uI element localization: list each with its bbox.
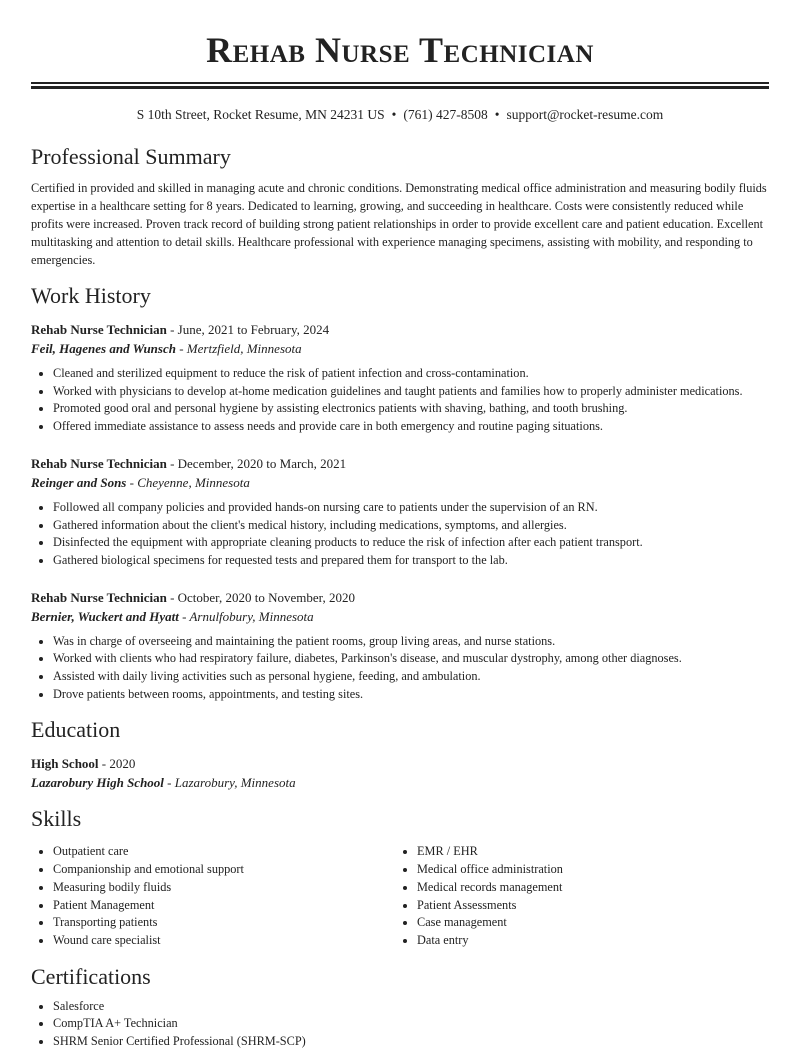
header-divider-thick	[31, 86, 769, 89]
list-item: • Gathered biological specimens for requested tests and prepared them for transport to the lab.	[53, 552, 769, 570]
job-title-line	[31, 454, 769, 473]
education-school-line	[31, 773, 769, 792]
job-entry	[31, 454, 769, 570]
skills-heading: Skills	[31, 806, 82, 832]
list-item: • Worked with clients who had respiratory failure, diabetes, Parkinson's disease, and muscular dystrophy, among other diagnoses.	[53, 650, 769, 668]
job-role: Rehab Nurse Technician	[31, 589, 167, 605]
list-item: • Gathered information about the client's medical history, including medications, symptoms, and allergies.	[53, 517, 769, 535]
list-item: • Transporting patients	[53, 914, 395, 932]
education-degree-line	[31, 754, 769, 773]
summary-text: Certified in provided and skilled in managing acute and chronic conditions. Demonstrating medical office administration and measuring bodily fluids expertise in a healthcare setting for 8 years. Dedicated to learning, growing, and succeeding in healthcare. Costs were consistently reduced while profits were increased. Proven track record of building strong patient relationships in order to provide excellent care and patient education. Excellent multitasking and attention to detail skills. Healthcare professional with experience managing specimens, assisting with mobility, and responding to emergencies.	[31, 181, 767, 267]
contact-separator: •	[494, 107, 500, 122]
list-item: • Measuring bodily fluids	[53, 879, 395, 897]
list-item: • Wound care specialist	[53, 932, 395, 950]
skills-grid	[31, 843, 769, 949]
job-company: Reinger and Sons	[31, 474, 127, 490]
list-item: • Assisted with daily living activities such as personal hygiene, feeding, and ambulation.	[53, 668, 769, 686]
contact-email: support@rocket-resume.com	[506, 107, 664, 122]
education-year: - 2020	[98, 756, 136, 772]
header-divider	[31, 82, 769, 84]
education-entry	[31, 754, 769, 792]
job-entry	[31, 320, 769, 436]
list-item: • SHRM Senior Certified Professional (SHRM-SCP)	[53, 1033, 769, 1051]
list-item: • Offered immediate assistance to assess needs and provide care in both emergency and routine paging situations.	[53, 418, 769, 436]
skills-list-right	[395, 843, 759, 949]
list-item: • Promoted good oral and personal hygiene by assisting electronics patients with shaving, bathing, and tooth brushing.	[53, 400, 769, 418]
summary-heading: Professional Summary	[31, 144, 231, 169]
list-item: • Patient Management	[53, 897, 395, 915]
job-location: - Cheyenne, Minnesota	[126, 474, 250, 490]
contact-address: S 10th Street, Rocket Resume, MN 24231 US	[136, 107, 385, 122]
list-item: • CompTIA A+ Technician	[53, 1015, 769, 1033]
list-item: • Disinfected the equipment with appropriate cleaning products to reduce the risk of infection after each patient transport.	[53, 534, 769, 552]
education-school: Lazarobury High School	[31, 775, 164, 791]
list-item: • Medical office administration	[417, 861, 759, 879]
contact-phone: (761) 427-8508	[403, 107, 488, 122]
skills-column-left	[31, 843, 395, 949]
list-item: • Was in charge of overseeing and maintaining the patient rooms, group living areas, and nurse stations.	[53, 633, 769, 651]
job-company-line	[31, 339, 769, 358]
list-item: • Data entry	[417, 932, 759, 950]
contact-line	[31, 106, 769, 124]
list-item: • Case management	[417, 914, 759, 932]
certifications-list	[31, 998, 769, 1051]
job-role: Rehab Nurse Technician	[31, 322, 167, 337]
resume-page	[31, 0, 769, 1051]
list-item: • Followed all company policies and provided hands-on nursing care to patients under the supervision of an RN.	[53, 499, 769, 517]
certifications-heading: Certifications	[31, 963, 151, 989]
job-bullets	[31, 633, 769, 704]
list-item: • Outpatient care	[53, 843, 395, 861]
education-location: - Lazarobury, Minnesota	[163, 775, 296, 791]
job-dates: - December, 2020 to March, 2021	[166, 455, 347, 471]
job-title-line	[31, 320, 769, 339]
job-company-line	[31, 607, 769, 626]
list-item: • Companionship and emotional support	[53, 861, 395, 879]
list-item: • Drove patients between rooms, appointments, and testing sites.	[53, 686, 769, 704]
job-bullets	[31, 365, 769, 436]
list-item: • Patient Assessments	[417, 897, 759, 915]
job-dates: - October, 2020 to November, 2020	[166, 589, 355, 605]
contact-separator: •	[391, 107, 397, 122]
skills-list-left	[31, 843, 395, 949]
list-item: • Salesforce	[53, 998, 769, 1016]
job-company: Feil, Hagenes and Wunsch	[31, 341, 176, 356]
list-item: • Medical records management	[417, 879, 759, 897]
job-role: Rehab Nurse Technician	[31, 455, 167, 471]
list-item: • EMR / EHR	[417, 843, 759, 861]
skills-column-right	[395, 843, 759, 949]
job-title-line	[31, 588, 769, 607]
resume-name: Rehab Nurse Technician	[206, 30, 594, 70]
education-degree: High School	[31, 756, 99, 772]
job-entry	[31, 588, 769, 704]
list-item: • Cleaned and sterilized equipment to reduce the risk of patient infection and cross-contamination.	[53, 365, 769, 383]
job-dates: - June, 2021 to February, 2024	[166, 322, 330, 337]
work-history-heading: Work History	[31, 283, 151, 308]
list-item: • Worked with physicians to develop at-home medication guidelines and taught patients and families how to properly administer medications.	[53, 383, 769, 401]
job-location: - Mertzfield, Minnesota	[175, 341, 302, 356]
job-bullets	[31, 499, 769, 570]
job-company-line	[31, 473, 769, 492]
job-company: Bernier, Wuckert and Hyatt	[31, 608, 179, 624]
job-location: - Arnulfobury, Minnesota	[178, 608, 314, 624]
education-heading: Education	[31, 717, 121, 743]
